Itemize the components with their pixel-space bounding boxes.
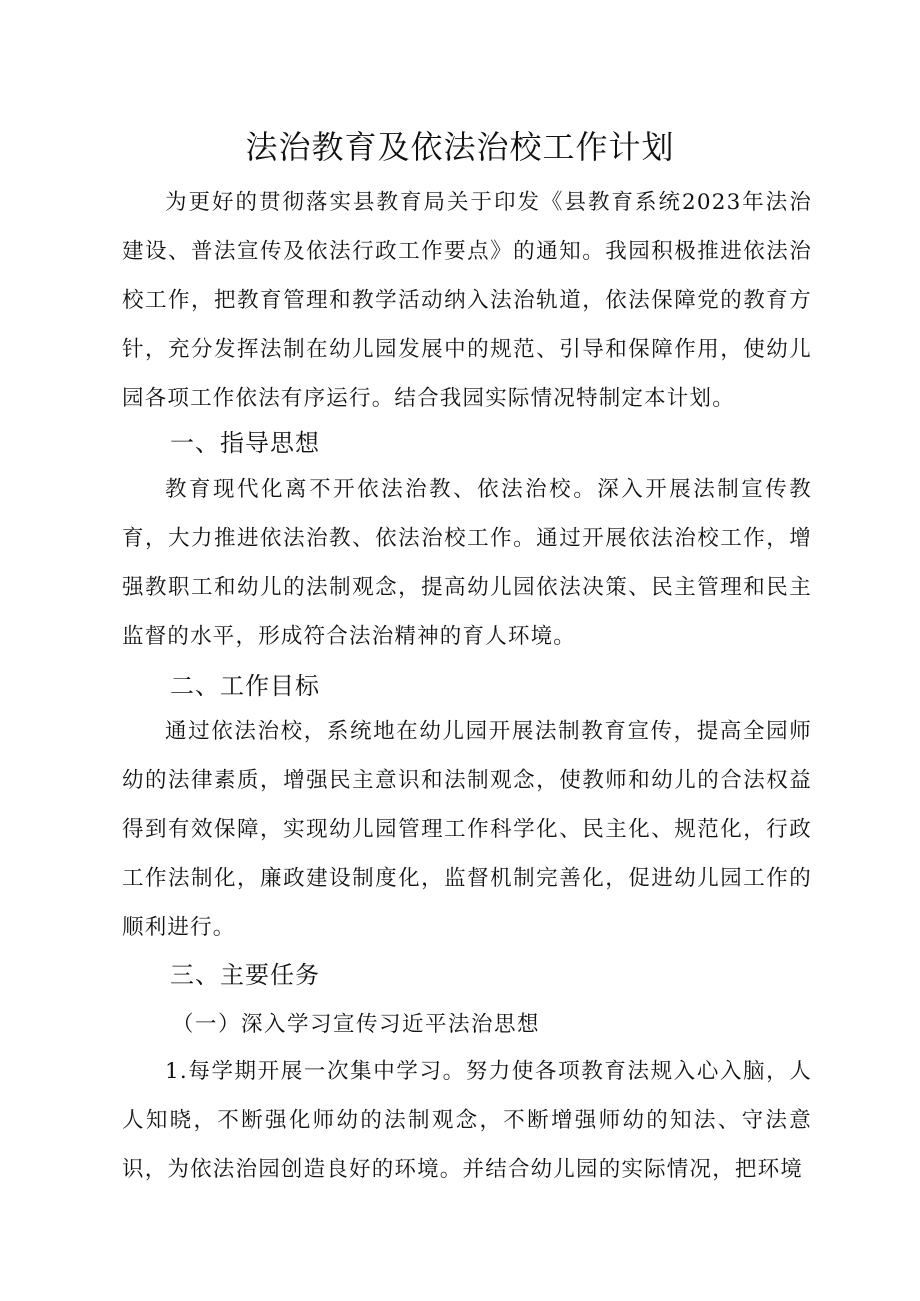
section-body-work-goals: 通过依法治校，系统地在幼儿园开展法制教育宣传，提高全园师幼的法律素质，增强民主意识和法制观念，使教师和幼儿的合法权益得到有效保障，实现幼儿园管理工作科学化、民主化、规范化，行政工作法制化，廉政建设制度化，监督机制完善化，促进幼儿园工作的顺利进行。 bbox=[122, 719, 812, 940]
section-heading-work-goals: 二、工作目标 bbox=[170, 672, 320, 700]
section-heading-main-tasks: 三、主要任务 bbox=[170, 961, 320, 989]
intro-paragraph: 为更好的贯彻落实县教育局关于印发《县教育系统2023年法治建设、普法宣传及依法行政工作要点》的通知。我园积极推进依法治校工作，把教育管理和教学活动纳入法治轨道，依法保障党的教育方针，充分发挥法制在幼儿园发展中的规范、引导和保障作用，使幼儿园各项工作依法有序运行。结合我园实际情况特制定本计划。 bbox=[122, 190, 812, 411]
subsection-heading-study-legal-thought: （一）深入学习宣传习近平法治思想 bbox=[172, 1012, 541, 1037]
document-title: 法治教育及依法治校工作计划 bbox=[245, 128, 675, 166]
section-body-guiding-ideology: 教育现代化离不开依法治教、依法治校。深入开展法制宣传教育，大力推进依法治教、依法治校工作。通过开展依法治校工作，增强教职工和幼儿的法制观念，提高幼儿园依法决策、民主管理和民主监督的水平，形成符合法治精神的育人环境。 bbox=[122, 477, 812, 649]
subsection-body-study-legal-thought: 1.每学期开展一次集中学习。努力使各项教育法规入心入脑，人人知晓，不断强化师幼的法制观念，不断增强师幼的知法、守法意识，为依法治园创造良好的环境。并结合幼儿园的实际情况，把环境 bbox=[122, 1059, 812, 1182]
section-heading-guiding-ideology: 一、指导思想 bbox=[170, 429, 320, 457]
